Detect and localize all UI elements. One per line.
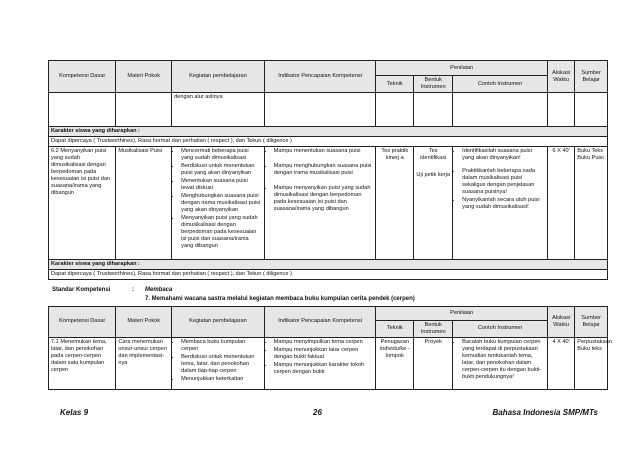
footer-class: Kelas 9 (60, 408, 89, 417)
karakter-label: Karakter siswa yang diharapkan : (49, 259, 608, 269)
cell-empty (264, 93, 376, 127)
header-materi-pokok: Materi Pokok (116, 61, 172, 93)
sumber-cell: Buku Teks Buku Puisi (575, 146, 608, 259)
cell-empty (49, 93, 116, 127)
kegiatan-item: • Menyanyikan puisi yang sudah dimusikalisasi dengan berpedoman pada kesesuaian isi puisi dan suasana/irama yang dibangun (181, 215, 262, 250)
page-number: 26 (313, 408, 322, 417)
standar-line2: 7. Memahami wacana sastra melalui kegiatan membaca buku kumpulan cerita pendek (cerpen) (145, 296, 415, 302)
syllabus-table-2 (48, 306, 612, 390)
header-contoh: Contoh Instrumen (453, 76, 548, 93)
kegiatan-item: • Berdiskusi untuk menentukan puisi yang akan dinyanyikan (181, 163, 262, 177)
syllabus-table-1 (48, 60, 608, 280)
cell-empty (453, 93, 548, 127)
karakter-text: Dapat dipercaya ( Trustworthines), Rasa hormat dan perhatian ( respect ), dan Tekun ( diligence ) (49, 136, 608, 146)
header-sumber: Sumber Belajar (575, 307, 608, 338)
indikator-item: • Mampu menunjukkan karakter tokoh cerpen dengan bukti (274, 362, 374, 376)
alokasi-cell: 4 X 40' (547, 337, 574, 389)
materi-cell: Cara menemukan unsur-unsur cerpen dan implementasi-nya (116, 337, 172, 389)
cell-empty (414, 93, 453, 127)
cell-empty (575, 93, 608, 127)
indikator-item: • Mampu menentukan suasana puisi (274, 148, 374, 155)
kegiatan-item: • Membaca buku kumpulan cerpen (181, 339, 262, 353)
header-indikator: Indikator Pencapaian Kompetensi (264, 307, 376, 338)
indikator-item: • Mampu menyanyikan puisi yang sudah dimusikalisasi dengan berpedoman pada kesesuaian isi puisi dan suasana/irama yang dibangun (274, 185, 374, 213)
contoh-item: • Nyanyikanlah secara utuh puisi yang sudah dimusikalisasi! (462, 197, 545, 211)
indikator-item: • Mampu menghubungkan suasana puisi dengan irama musikalisasi puisi (274, 163, 374, 177)
contoh-item: • Praktikkanlah beberapa nada dalam musikalisasi puisi sekaligus dengan penjelasan suasana puisinya! (462, 168, 545, 196)
header-kompetensi-dasar: Kompetensi Dasar (49, 307, 116, 338)
header-kegiatan: Kegiatan pembelajaran (172, 307, 265, 338)
header-sumber: Sumber Belajar (575, 61, 608, 93)
kd-cell: 7.1 Menemukan tema, latar, dan penokohan pada cerpen-cerpen dalam satu kumpulan cerpen (49, 337, 116, 389)
header-contoh: Contoh Instrumen (453, 321, 548, 338)
sumber-cell: Perpustakaan Buku teks (575, 337, 608, 389)
kegiatan-item: • Menghubungkan suasana puisi dengan irama musikalisasi puisi yang akan dinyanyikan (181, 193, 262, 214)
indikator-cell (264, 337, 376, 389)
kegiatan-item: • Berdiskusi untuk menentukan tema, latar, dan penokohan dalam tiap-tiap cerpen (181, 354, 262, 375)
bentuk-item: Tes identifikasi (420, 147, 447, 161)
header-teknik: Teknik (376, 321, 414, 338)
materi-cell: Musikalisasi Puisi (116, 146, 172, 259)
header-penilaian: Penilaian (376, 61, 548, 76)
bentuk-item: Uji petik kerja (416, 171, 450, 178)
teknik-cell: Tes praktik kinerj a (376, 146, 414, 259)
footer-subject: Bahasa Indonesia SMP/MTs (492, 408, 598, 417)
standar-colon: : (132, 287, 134, 293)
karakter-label: Karakter siswa yang diharapkan : (49, 127, 608, 137)
header-materi-pokok: Materi Pokok (116, 307, 172, 338)
continued-text: dengan alur aslinya (172, 93, 265, 127)
contoh-item: • Identifikasilah suasana puisi yang akan dinyanyikan! (462, 148, 545, 162)
header-kompetensi-dasar: Kompetensi Dasar (49, 61, 116, 93)
standar-label: Standar Kompetensi (52, 287, 111, 293)
header-alokasi: Alokasi Waktu (547, 61, 574, 93)
header-indikator: Indikator Pencapaian Kompetensi (264, 61, 376, 93)
kd-cell: 6.2 Menyanyikan puisi yang sudah dimusikalisasi dengan berpedoman pada kesesuaian isi puisi dan suasana/irama yang dibangun (49, 146, 116, 259)
kegiatan-item: • Menentukan suasana puisi lewat diskusi (181, 178, 262, 192)
contoh-cell (453, 146, 548, 259)
kegiatan-item: • Menunjukkan keterkaitan (181, 376, 262, 383)
header-alokasi: Alokasi Waktu (547, 307, 574, 338)
contoh-cell (453, 337, 548, 389)
bentuk-cell: Proyek (414, 337, 453, 389)
indikator-cell (264, 146, 376, 259)
indikator-item: • Mampu menunjukkan latar cerpen dengan bukti faktual (274, 347, 374, 361)
teknik-cell: Penugasan individu/ke -lompok (376, 337, 414, 389)
karakter-text: Dapat dipercaya ( Trustworthines), Rasa hormat dan perhatian ( respect ), dan Tekun ( diligence ) (49, 269, 608, 279)
kegiatan-cell (172, 146, 265, 259)
cell-empty (547, 93, 574, 127)
cell-empty (116, 93, 172, 127)
kegiatan-cell (172, 337, 265, 389)
standar-line1: Membaca (145, 287, 173, 293)
contoh-item: • Bacalah buku kumpulan cerpen yang terdapat di perpustakaan kemudian tentukanlah tema, latar, dan penokohan dalam cerpen-cerpen itu dengan bukti-bukti pendukungnya! (462, 339, 545, 381)
bentuk-cell (414, 146, 453, 259)
header-bentuk: Bentuk Instrumen (414, 76, 453, 93)
header-bentuk: Bentuk Instrumen (414, 321, 453, 338)
header-kegiatan: Kegiatan pembelajaran (172, 61, 265, 93)
header-penilaian: Penilaian (376, 307, 548, 321)
indikator-item: • Mampu menyimpulkan tema cerpen (274, 339, 374, 346)
header-teknik: Teknik (376, 76, 414, 93)
cell-empty (376, 93, 414, 127)
kegiatan-item: • Mencermati beberapa puisi yang sudah dimusikalisasi (181, 148, 262, 162)
alokasi-cell: 6 X 40' (547, 146, 574, 259)
